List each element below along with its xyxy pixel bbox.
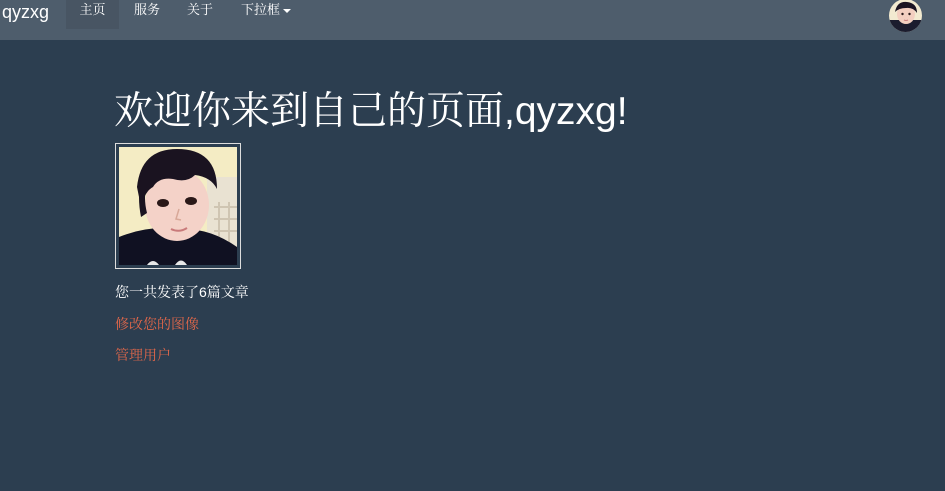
user-avatar-icon[interactable] [889,0,922,32]
nav-item-service-label: 服务 [133,2,160,17]
nav-dropdown[interactable] [232,0,300,29]
profile-photo-image [119,147,237,265]
nav-item-home[interactable] [66,0,119,29]
user-avatar-small-image [889,0,922,32]
brand-link[interactable]: qyzxg [2,2,50,22]
nav-item-service[interactable] [124,0,170,29]
nav-item-about-label: 关于 [186,2,213,17]
manage-users-link[interactable]: 管理用户 [115,347,171,363]
page-title: 欢迎你来到自己的页面,qyzxg! [114,90,628,133]
nav-item-about[interactable] [176,0,224,29]
navbar [0,0,945,40]
nav-dropdown-label: 下拉框 [240,2,280,17]
change-avatar-link[interactable]: 修改您的图像 [115,316,199,332]
avatar [115,143,241,269]
caret-down-icon [283,9,291,13]
post-count: 您一共发表了6篇文章 [115,284,249,300]
nav-item-home-label: 主页 [79,2,106,17]
